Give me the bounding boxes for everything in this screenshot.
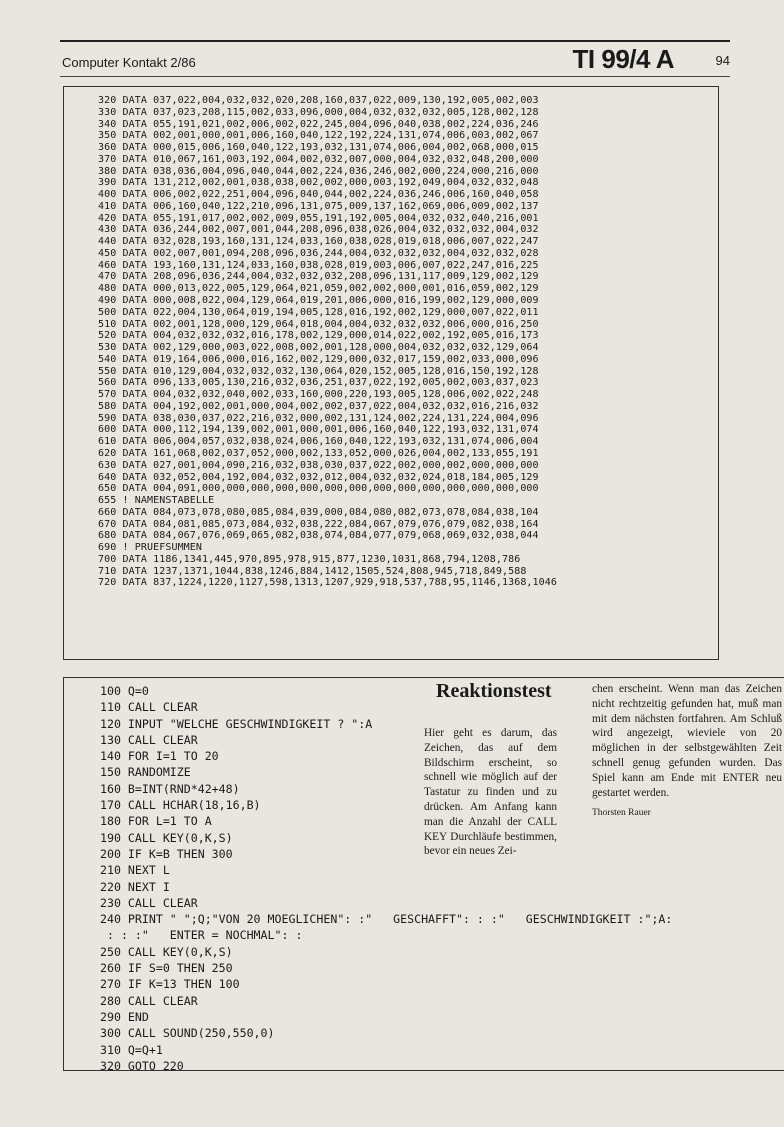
code-line: 500 DATA 022,004,130,064,019,194,005,128,016,192,002,129,000,007,022,011 (98, 306, 539, 318)
code-line: 530 DATA 002,129,000,003,022,008,002,001,128,000,004,032,032,032,129,064 (98, 342, 539, 354)
code-line: 590 DATA 038,030,037,022,216,032,000,002,131,124,002,224,131,224,004,096 (98, 412, 539, 424)
code-line: 150 RANDOMIZE (100, 765, 191, 780)
code-line: 310 Q=Q+1 (100, 1042, 163, 1057)
code-line: 440 DATA 032,028,193,160,131,124,033,160,038,028,019,018,006,007,022,247 (98, 236, 539, 248)
code-line: 450 DATA 002,007,001,094,208,096,036,244,004,032,032,032,004,032,032,028 (98, 247, 539, 259)
code-line: 180 FOR L=1 TO A (100, 814, 212, 829)
code-line: 620 DATA 161,068,002,037,052,000,002,133,052,000,026,004,002,133,055,191 (98, 447, 539, 459)
code-line: 320 GOTO 220 (100, 1058, 184, 1073)
code-line: 610 DATA 006,004,057,032,038,024,006,160,040,122,193,032,131,074,006,004 (98, 436, 539, 448)
code-line: 300 CALL SOUND(250,550,0) (100, 1026, 275, 1041)
code-line: 210 NEXT L (100, 863, 170, 878)
code-line: 190 CALL KEY(0,K,S) (100, 830, 233, 845)
article-column-1 (424, 726, 557, 859)
code-line: 570 DATA 004,032,032,040,002,033,160,000,220,193,005,128,006,002,022,248 (98, 389, 539, 401)
code-line: 580 DATA 004,192,002,001,000,004,002,002,037,022,004,032,032,016,216,032 (98, 400, 539, 412)
code-line: 630 DATA 027,001,004,090,216,032,038,030,037,022,002,000,002,000,000,000 (98, 459, 539, 471)
code-line: 655 ! NAMENSTABELLE (98, 495, 215, 507)
code-line: 360 DATA 000,015,006,160,040,122,193,032,131,074,006,004,002,068,000,015 (98, 142, 539, 154)
data-listing (98, 95, 557, 589)
code-line: 130 CALL CLEAR (100, 732, 198, 747)
code-line: 340 DATA 055,191,021,002,006,002,022,245,004,096,040,038,002,224,036,246 (98, 118, 539, 130)
code-line: 660 DATA 084,073,078,080,085,084,039,000,084,080,082,073,078,084,038,104 (98, 506, 539, 518)
code-line: : : :" ENTER = NOCHMAL": : (100, 928, 303, 943)
code-line: 100 Q=0 (100, 684, 149, 698)
magazine-issue: Computer Kontakt 2/86 (62, 55, 196, 70)
code-line: 140 FOR I=1 TO 20 (100, 749, 219, 764)
code-line: 390 DATA 131,212,002,001,038,038,002,002,000,003,192,049,004,032,032,048 (98, 177, 539, 189)
code-line: 490 DATA 000,008,022,004,129,064,019,201,006,000,016,199,002,129,000,009 (98, 295, 539, 307)
code-line: 220 NEXT I (100, 879, 170, 894)
article-text-1: Hier geht es darum, das Zeichen, das auf dem Bildschirm erscheint, so schnell wie möglich auf der Tastatur zu finden und zu drücken. Am Anfang kann man die Anzahl der CALL KEY Durchläufe bestimmen, bevor ein neues Zei- (424, 727, 557, 858)
section-title: TI 99/4 A (572, 44, 674, 74)
page-number: 94 (715, 53, 730, 68)
code-line: 270 IF K=13 THEN 100 (100, 977, 240, 992)
code-line: 690 ! PRUEFSUMMEN (98, 542, 203, 554)
article-text-2: chen erscheint. Wenn man das Zeichen nicht rechtzeitig gefunden hat, muß man mit dem nächsten fortfahren. Am Schluß wird angezeigt, wieviele von 20 möglichen in der selbstgewählten Zeit schnell genug gefunden wurden. Das Spiel kann am Ende mit ENTER neu gestartet werden. (592, 683, 782, 799)
article-title: Reaktionstest (436, 680, 552, 702)
code-line: 680 DATA 084,067,076,069,065,082,038,074,084,077,079,068,069,032,038,044 (98, 530, 539, 542)
code-line: 240 PRINT " ";Q;"VON 20 MOEGLICHEN": :" GESCHAFFT": : :" GESCHWINDIGKEIT :";A: (100, 912, 673, 927)
code-line: 350 DATA 002,001,000,001,006,160,040,122,192,224,131,074,006,003,002,067 (98, 130, 539, 142)
code-line: 230 CALL CLEAR (100, 895, 198, 910)
code-line: 370 DATA 010,067,161,003,192,004,002,032,007,000,004,032,032,048,200,000 (98, 153, 539, 165)
data-listing-box (63, 86, 719, 660)
code-line: 550 DATA 010,129,004,032,032,032,130,064,020,152,005,128,016,150,192,128 (98, 365, 539, 377)
code-line: 170 CALL HCHAR(18,16,B) (100, 798, 261, 813)
article-column-2 (592, 682, 782, 821)
code-line: 520 DATA 004,032,032,032,016,178,002,129,000,014,022,002,192,005,016,173 (98, 330, 539, 342)
code-line: 510 DATA 002,001,128,000,129,064,018,004,004,032,032,032,006,000,016,250 (98, 318, 539, 330)
code-line: 600 DATA 000,112,194,139,002,001,000,001,006,160,040,122,193,032,131,074 (98, 424, 539, 436)
code-line: 420 DATA 055,191,017,002,002,009,055,191,192,005,004,032,032,040,216,001 (98, 212, 539, 224)
code-line: 290 END (100, 1009, 149, 1024)
code-line: 650 DATA 004,091,000,000,000,000,000,000,000,000,000,000,000,000,000,000 (98, 483, 539, 495)
code-line: 560 DATA 096,133,005,130,216,032,036,251,037,022,192,005,002,003,037,023 (98, 377, 539, 389)
code-line: 320 DATA 037,022,004,032,032,020,208,160,037,022,009,130,192,005,002,003 (98, 95, 539, 106)
article-author: Thorsten Rauer (592, 808, 651, 819)
program-listing (100, 683, 672, 1074)
code-line: 470 DATA 208,096,036,244,004,032,032,032,208,096,131,117,009,129,002,129 (98, 271, 539, 283)
code-line: 670 DATA 084,081,085,073,084,032,038,222,084,067,079,076,079,082,038,164 (98, 518, 539, 530)
code-line: 400 DATA 006,002,022,251,004,096,040,044,002,224,036,246,006,160,040,058 (98, 189, 539, 201)
code-line: 260 IF S=0 THEN 250 (100, 961, 233, 976)
code-line: 710 DATA 1237,1371,1044,838,1246,884,1412,1505,524,808,945,718,849,588 (98, 565, 527, 577)
page-header (60, 40, 730, 77)
code-line: 720 DATA 837,1224,1220,1127,598,1313,1207,929,918,537,788,95,1146,1368,1046 (98, 577, 558, 589)
code-line: 540 DATA 019,164,006,000,016,162,002,129,000,032,017,159,002,033,000,096 (98, 353, 539, 365)
code-line: 250 CALL KEY(0,K,S) (100, 944, 233, 959)
code-line: 700 DATA 1186,1341,445,970,895,978,915,877,1230,1031,868,794,1208,786 (98, 553, 521, 565)
code-line: 410 DATA 006,160,040,122,210,096,131,075,009,137,162,069,006,009,002,137 (98, 200, 539, 212)
code-line: 380 DATA 038,036,004,096,040,044,002,224,036,246,002,000,224,000,216,000 (98, 165, 539, 177)
code-line: 640 DATA 032,052,004,192,004,032,032,012,004,032,032,024,018,184,005,129 (98, 471, 539, 483)
code-line: 280 CALL CLEAR (100, 993, 198, 1008)
code-line: 120 INPUT "WELCHE GESCHWINDIGKEIT ? ":A (100, 716, 373, 731)
code-line: 430 DATA 036,244,002,007,001,044,208,096,038,026,004,032,032,032,004,032 (98, 224, 539, 236)
code-line: 330 DATA 037,023,208,115,002,033,096,000,004,032,032,032,005,128,002,128 (98, 106, 539, 118)
code-line: 480 DATA 000,013,022,005,129,064,021,059,002,002,000,001,016,059,002,129 (98, 283, 539, 295)
code-line: 110 CALL CLEAR (100, 700, 198, 715)
program-listing-box (63, 677, 784, 1071)
code-line: 460 DATA 193,160,131,124,033,160,038,028,019,003,006,007,022,247,016,225 (98, 259, 539, 271)
code-line: 200 IF K=B THEN 300 (100, 846, 233, 861)
code-line: 160 B=INT(RND*42+48) (100, 781, 240, 796)
